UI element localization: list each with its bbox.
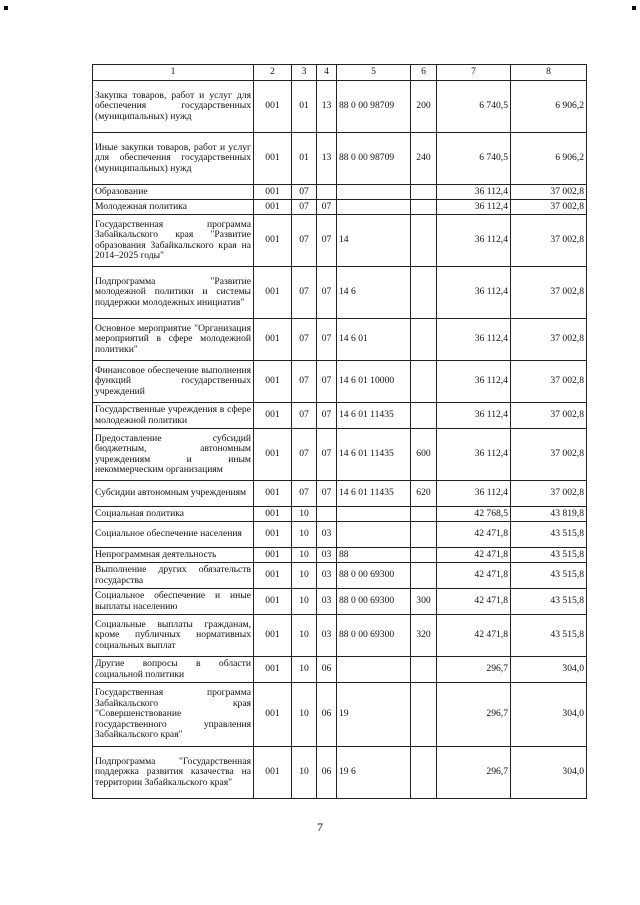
subsection-code-cell: 07 xyxy=(317,361,337,403)
row-name-cell: Непрограммная деятельность xyxy=(93,548,254,563)
admin-code-cell: 001 xyxy=(254,319,292,361)
row-name-cell: Образование xyxy=(93,185,254,200)
amount-year1-cell: 42 471,8 xyxy=(437,615,511,657)
section-code-cell: 10 xyxy=(292,589,317,615)
row-name-cell: Молодежная политика xyxy=(93,200,254,215)
row-name-cell: Социальные выплаты гражданам, кроме публичных нормативных социальных выплат xyxy=(93,615,254,657)
subsection-code-cell: 03 xyxy=(317,548,337,563)
section-code-cell: 10 xyxy=(292,615,317,657)
amount-year2-cell: 304,0 xyxy=(511,747,587,799)
subsection-code-cell: 07 xyxy=(317,215,337,267)
row-name-cell: Социальное обеспечение и иные выплаты населению xyxy=(93,589,254,615)
admin-code-cell: 001 xyxy=(254,429,292,481)
section-code-cell: 10 xyxy=(292,563,317,589)
subsection-code-cell: 06 xyxy=(317,683,337,747)
expense-type-cell xyxy=(411,361,437,403)
expense-type-cell xyxy=(411,215,437,267)
subsection-code-cell: 03 xyxy=(317,522,337,548)
row-name-cell: Основное мероприятие "Организация мероприятий в сфере молодежной политики" xyxy=(93,319,254,361)
amount-year1-cell: 36 112,4 xyxy=(437,185,511,200)
page-number: 7 xyxy=(317,820,323,834)
admin-code-cell: 001 xyxy=(254,81,292,133)
column-header: 2 xyxy=(254,65,292,81)
admin-code-cell: 001 xyxy=(254,589,292,615)
expense-type-cell xyxy=(411,548,437,563)
amount-year1-cell: 36 112,4 xyxy=(437,319,511,361)
amount-year1-cell: 6 740,5 xyxy=(437,81,511,133)
admin-code-cell: 001 xyxy=(254,361,292,403)
section-code-cell: 07 xyxy=(292,319,317,361)
amount-year2-cell: 43 515,8 xyxy=(511,589,587,615)
admin-code-cell: 001 xyxy=(254,563,292,589)
table-row xyxy=(93,185,587,200)
subsection-code-cell: 07 xyxy=(317,267,337,319)
amount-year1-cell: 36 112,4 xyxy=(437,429,511,481)
subsection-code-cell: 03 xyxy=(317,563,337,589)
admin-code-cell: 001 xyxy=(254,548,292,563)
scan-corner-mark-right xyxy=(632,6,636,10)
table-row xyxy=(93,200,587,215)
row-name-cell: Закупка товаров, работ и услуг для обеспечения государственных (муниципальных) нужд xyxy=(93,81,254,133)
target-article-cell: 88 0 00 69300 xyxy=(337,589,411,615)
section-code-cell: 10 xyxy=(292,747,317,799)
budget-table xyxy=(92,64,587,799)
amount-year2-cell: 43 515,8 xyxy=(511,548,587,563)
subsection-code-cell: 06 xyxy=(317,747,337,799)
amount-year2-cell: 43 515,8 xyxy=(511,563,587,589)
admin-code-cell: 001 xyxy=(254,481,292,507)
table-header-row xyxy=(93,65,587,81)
target-article-cell xyxy=(337,522,411,548)
amount-year2-cell: 37 002,8 xyxy=(511,361,587,403)
scan-corner-mark-left xyxy=(4,6,8,10)
row-name-cell: Государственная программа Забайкальского края "Совершенствование государственного управления Забайкальского края" xyxy=(93,683,254,747)
subsection-code-cell: 06 xyxy=(317,657,337,683)
row-name-cell: Субсидии автономным учреждениям xyxy=(93,481,254,507)
row-name-cell: Социальная политика xyxy=(93,507,254,522)
admin-code-cell: 001 xyxy=(254,657,292,683)
table-row xyxy=(93,403,587,429)
target-article-cell xyxy=(337,507,411,522)
section-code-cell: 07 xyxy=(292,429,317,481)
row-name-cell: Иные закупки товаров, работ и услуг для обеспечения государственных (муниципальных) нужд xyxy=(93,133,254,185)
column-header: 5 xyxy=(337,65,411,81)
amount-year2-cell: 6 906,2 xyxy=(511,133,587,185)
amount-year2-cell: 37 002,8 xyxy=(511,403,587,429)
amount-year2-cell: 6 906,2 xyxy=(511,81,587,133)
section-code-cell: 07 xyxy=(292,200,317,215)
amount-year1-cell: 42 471,8 xyxy=(437,563,511,589)
expense-type-cell: 320 xyxy=(411,615,437,657)
target-article-cell: 19 xyxy=(337,683,411,747)
row-name-cell: Выполнение других обязательств государства xyxy=(93,563,254,589)
target-article-cell xyxy=(337,657,411,683)
section-code-cell: 07 xyxy=(292,403,317,429)
subsection-code-cell xyxy=(317,185,337,200)
table-row xyxy=(93,267,587,319)
admin-code-cell: 001 xyxy=(254,200,292,215)
subsection-code-cell: 07 xyxy=(317,319,337,361)
table-row xyxy=(93,657,587,683)
section-code-cell: 07 xyxy=(292,267,317,319)
section-code-cell: 07 xyxy=(292,481,317,507)
table-row xyxy=(93,589,587,615)
target-article-cell: 14 6 xyxy=(337,267,411,319)
section-code-cell: 07 xyxy=(292,185,317,200)
expense-type-cell xyxy=(411,185,437,200)
expense-type-cell xyxy=(411,319,437,361)
row-name-cell: Социальное обеспечение населения xyxy=(93,522,254,548)
admin-code-cell: 001 xyxy=(254,403,292,429)
section-code-cell: 01 xyxy=(292,133,317,185)
amount-year2-cell: 43 515,8 xyxy=(511,522,587,548)
admin-code-cell: 001 xyxy=(254,185,292,200)
amount-year1-cell: 6 740,5 xyxy=(437,133,511,185)
amount-year1-cell: 42 768,5 xyxy=(437,507,511,522)
section-code-cell: 10 xyxy=(292,522,317,548)
amount-year2-cell: 43 819,8 xyxy=(511,507,587,522)
subsection-code-cell xyxy=(317,507,337,522)
expense-type-cell xyxy=(411,267,437,319)
row-name-cell: Государственная программа Забайкальского края "Развитие образования Забайкальского края на 2014–2025 годы" xyxy=(93,215,254,267)
target-article-cell: 14 xyxy=(337,215,411,267)
column-header: 6 xyxy=(411,65,437,81)
section-code-cell: 01 xyxy=(292,81,317,133)
amount-year1-cell: 42 471,8 xyxy=(437,589,511,615)
amount-year2-cell: 37 002,8 xyxy=(511,267,587,319)
table-row xyxy=(93,361,587,403)
column-header: 4 xyxy=(317,65,337,81)
target-article-cell: 14 6 01 11435 xyxy=(337,481,411,507)
table-row xyxy=(93,81,587,133)
row-name-cell: Подпрограмма "Государственная поддержка развития казачества на территории Забайкальского края" xyxy=(93,747,254,799)
target-article-cell xyxy=(337,200,411,215)
amount-year1-cell: 42 471,8 xyxy=(437,548,511,563)
expense-type-cell xyxy=(411,507,437,522)
subsection-code-cell: 07 xyxy=(317,403,337,429)
expense-type-cell: 620 xyxy=(411,481,437,507)
admin-code-cell: 001 xyxy=(254,133,292,185)
target-article-cell: 88 0 00 98709 xyxy=(337,81,411,133)
column-header: 1 xyxy=(93,65,254,81)
expense-type-cell xyxy=(411,683,437,747)
amount-year1-cell: 36 112,4 xyxy=(437,361,511,403)
amount-year1-cell: 296,7 xyxy=(437,657,511,683)
admin-code-cell: 001 xyxy=(254,507,292,522)
target-article-cell: 14 6 01 11435 xyxy=(337,403,411,429)
amount-year1-cell: 42 471,8 xyxy=(437,522,511,548)
target-article-cell: 88 0 00 69300 xyxy=(337,563,411,589)
expense-type-cell xyxy=(411,657,437,683)
section-code-cell: 10 xyxy=(292,548,317,563)
row-name-cell: Другие вопросы в области социальной политики xyxy=(93,657,254,683)
table-row xyxy=(93,133,587,185)
column-header: 3 xyxy=(292,65,317,81)
target-article-cell: 88 0 00 69300 xyxy=(337,615,411,657)
table-row xyxy=(93,548,587,563)
expense-type-cell xyxy=(411,747,437,799)
admin-code-cell: 001 xyxy=(254,683,292,747)
subsection-code-cell: 07 xyxy=(317,481,337,507)
table-row xyxy=(93,481,587,507)
table-row xyxy=(93,615,587,657)
expense-type-cell: 300 xyxy=(411,589,437,615)
amount-year2-cell: 37 002,8 xyxy=(511,319,587,361)
table-row xyxy=(93,563,587,589)
amount-year1-cell: 296,7 xyxy=(437,747,511,799)
target-article-cell: 19 6 xyxy=(337,747,411,799)
column-header: 7 xyxy=(437,65,511,81)
admin-code-cell: 001 xyxy=(254,267,292,319)
amount-year1-cell: 296,7 xyxy=(437,683,511,747)
subsection-code-cell: 07 xyxy=(317,200,337,215)
amount-year1-cell: 36 112,4 xyxy=(437,200,511,215)
row-name-cell: Предоставление субсидий бюджетным, автономным учреждениям и иным некоммерческим организациям xyxy=(93,429,254,481)
amount-year2-cell: 43 515,8 xyxy=(511,615,587,657)
section-code-cell: 07 xyxy=(292,215,317,267)
amount-year2-cell: 37 002,8 xyxy=(511,185,587,200)
amount-year2-cell: 37 002,8 xyxy=(511,429,587,481)
admin-code-cell: 001 xyxy=(254,615,292,657)
expense-type-cell: 600 xyxy=(411,429,437,481)
target-article-cell: 88 xyxy=(337,548,411,563)
amount-year2-cell: 304,0 xyxy=(511,683,587,747)
table-row xyxy=(93,507,587,522)
target-article-cell: 14 6 01 xyxy=(337,319,411,361)
section-code-cell: 10 xyxy=(292,657,317,683)
row-name-cell: Финансовое обеспечение выполнения функций государственных учреждений xyxy=(93,361,254,403)
subsection-code-cell: 03 xyxy=(317,615,337,657)
column-header: 8 xyxy=(511,65,587,81)
subsection-code-cell: 13 xyxy=(317,81,337,133)
amount-year2-cell: 37 002,8 xyxy=(511,200,587,215)
row-name-cell: Подпрограмма "Развитие молодежной политики и системы поддержки молодежных инициатив" xyxy=(93,267,254,319)
admin-code-cell: 001 xyxy=(254,747,292,799)
amount-year1-cell: 36 112,4 xyxy=(437,215,511,267)
target-article-cell: 88 0 00 98709 xyxy=(337,133,411,185)
admin-code-cell: 001 xyxy=(254,215,292,267)
section-code-cell: 10 xyxy=(292,683,317,747)
table-row xyxy=(93,683,587,747)
amount-year1-cell: 36 112,4 xyxy=(437,481,511,507)
amount-year1-cell: 36 112,4 xyxy=(437,403,511,429)
section-code-cell: 10 xyxy=(292,507,317,522)
expense-type-cell xyxy=(411,200,437,215)
subsection-code-cell: 07 xyxy=(317,429,337,481)
target-article-cell: 14 6 01 10000 xyxy=(337,361,411,403)
target-article-cell xyxy=(337,185,411,200)
expense-type-cell xyxy=(411,563,437,589)
expense-type-cell: 240 xyxy=(411,133,437,185)
table-row xyxy=(93,522,587,548)
subsection-code-cell: 13 xyxy=(317,133,337,185)
table-row xyxy=(93,747,587,799)
subsection-code-cell: 03 xyxy=(317,589,337,615)
target-article-cell: 14 6 01 11435 xyxy=(337,429,411,481)
amount-year2-cell: 37 002,8 xyxy=(511,215,587,267)
table-row xyxy=(93,429,587,481)
expense-type-cell xyxy=(411,403,437,429)
table-row xyxy=(93,319,587,361)
amount-year2-cell: 37 002,8 xyxy=(511,481,587,507)
amount-year1-cell: 36 112,4 xyxy=(437,267,511,319)
section-code-cell: 07 xyxy=(292,361,317,403)
expense-type-cell: 200 xyxy=(411,81,437,133)
amount-year2-cell: 304,0 xyxy=(511,657,587,683)
table-row xyxy=(93,215,587,267)
row-name-cell: Государственные учреждения в сфере молодежной политики xyxy=(93,403,254,429)
admin-code-cell: 001 xyxy=(254,522,292,548)
expense-type-cell xyxy=(411,522,437,548)
